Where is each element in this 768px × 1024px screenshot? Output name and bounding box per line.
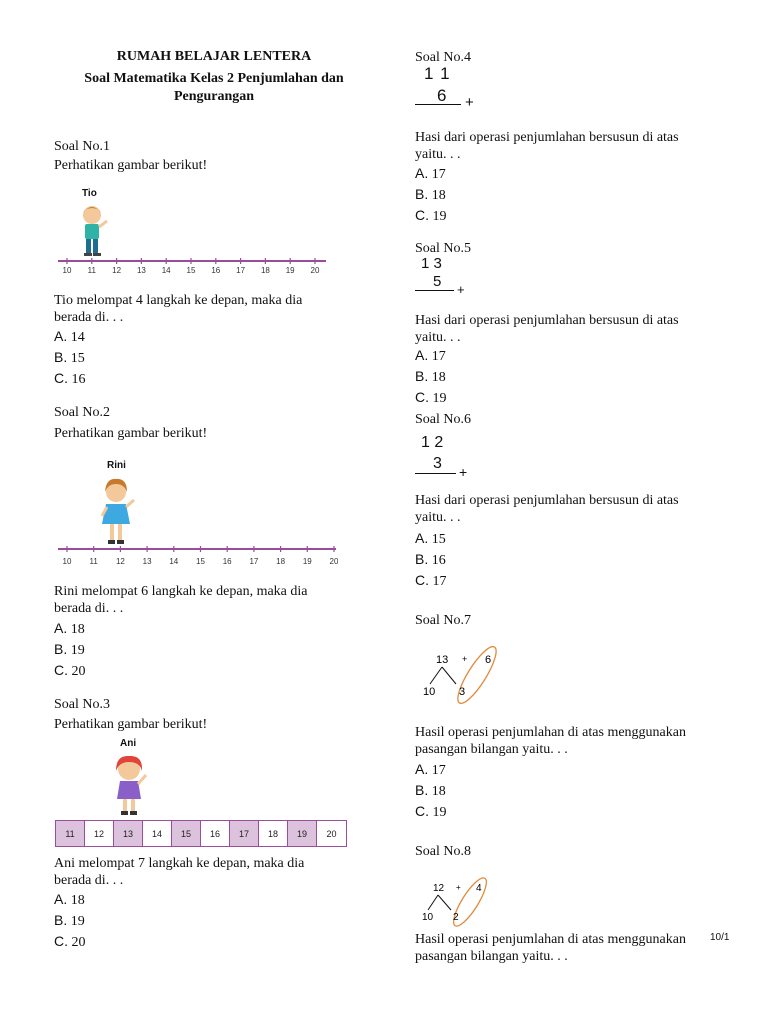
q7-part-right: 3 <box>459 686 466 698</box>
q2-label: Soal No.2 <box>54 405 110 420</box>
q2-tick-label: 20 <box>329 557 338 566</box>
option-value: 20 <box>71 664 86 679</box>
option-value: 18 <box>70 622 85 637</box>
q4-option-a[interactable] <box>415 165 447 186</box>
q3-number-cell: 15 <box>172 821 201 846</box>
q4-plus-sign: + <box>465 94 474 111</box>
option-letter: B. <box>415 782 429 798</box>
q2-text-line-1: Rini melompat 6 langkah ke depan, maka dia <box>54 584 308 599</box>
q3-option-b[interactable] <box>54 912 86 933</box>
q2-tick-label: 17 <box>249 557 259 566</box>
q2-options <box>54 620 86 683</box>
q2-tick-label: 15 <box>196 557 205 566</box>
q3-number-cell: 11 <box>56 821 85 846</box>
option-letter: A. <box>54 328 68 344</box>
q5-text-line-2: yaitu. . . <box>415 330 461 345</box>
subtitle-line-2: Pengurangan <box>173 89 255 104</box>
q6-option-c[interactable] <box>415 572 447 593</box>
q3-label: Soal No.3 <box>54 697 110 712</box>
option-letter: B. <box>54 912 68 928</box>
q5-text-line-1: Hasi dari operasi penjumlahan bersusun di atas <box>415 313 679 328</box>
q8-label: Soal No.8 <box>415 844 471 859</box>
option-letter: A. <box>415 761 429 777</box>
q1-tick-label: 15 <box>186 266 196 275</box>
q4-top-number: 1 1 <box>424 64 451 83</box>
q6-option-b[interactable] <box>415 551 447 572</box>
q4-question-text <box>415 129 679 163</box>
q6-plus-sign: + <box>459 464 468 480</box>
page-number: 10/1 <box>710 932 730 943</box>
q2-instruction: Perhatikan gambar berikut! <box>54 426 208 441</box>
q7-number-b: 6 <box>485 654 492 666</box>
q2-tick-label: 10 <box>62 557 72 566</box>
q1-tick-label: 13 <box>136 266 146 275</box>
option-letter: A. <box>415 347 429 363</box>
q7-text-line-2: pasangan bilangan yaitu. . . <box>415 742 568 757</box>
q4-label: Soal No.4 <box>415 50 471 65</box>
q7-option-b[interactable] <box>415 782 447 803</box>
option-value: 18 <box>431 370 446 385</box>
option-letter: A. <box>54 891 68 907</box>
q3-option-a[interactable] <box>54 891 86 912</box>
q7-options <box>415 761 447 824</box>
q3-character-name: Ani <box>120 738 137 749</box>
q2-option-c[interactable] <box>54 662 86 683</box>
option-letter: B. <box>415 551 429 567</box>
option-letter: A. <box>415 530 429 546</box>
q8-number-bond-diagram <box>418 874 498 930</box>
q5-top-number: 1 3 <box>421 255 442 272</box>
q6-sum-line <box>415 473 456 474</box>
q1-character-name: Tio <box>82 188 97 199</box>
q2-tick-label: 16 <box>222 557 232 566</box>
q1-tick-label: 18 <box>260 266 270 275</box>
q7-option-c[interactable] <box>415 803 447 824</box>
q2-tick-label: 11 <box>89 557 98 566</box>
q1-option-a[interactable] <box>54 328 86 349</box>
q6-bottom-number: 3 <box>433 455 442 472</box>
q8-question-text <box>415 931 686 965</box>
option-letter: C. <box>415 803 429 819</box>
document-title: RUMAH BELAJAR LENTERA <box>116 49 312 64</box>
q3-option-c[interactable] <box>54 933 86 954</box>
q7-number-a: 13 <box>436 654 449 666</box>
q2-tick-label: 12 <box>115 557 125 566</box>
q8-number-a: 12 <box>433 883 445 894</box>
option-value: 14 <box>70 330 85 345</box>
q2-question-text <box>54 583 307 617</box>
q1-boy-illustration <box>76 203 112 259</box>
q3-number-cell: 18 <box>259 821 288 846</box>
q1-option-b[interactable] <box>54 349 86 370</box>
option-value: 17 <box>432 574 447 589</box>
q3-text-line-1: Ani melompat 7 langkah ke depan, maka dia <box>54 856 305 871</box>
q5-plus-sign: + <box>457 282 465 297</box>
option-value: 18 <box>70 893 85 908</box>
option-letter: C. <box>415 389 429 405</box>
q1-options <box>54 328 86 391</box>
option-value: 19 <box>70 914 85 929</box>
option-value: 16 <box>71 372 86 387</box>
q4-options <box>415 165 447 228</box>
q6-top-number: 1 2 <box>421 434 444 451</box>
q4-text-line-1: Hasi dari operasi penjumlahan bersusun di atas <box>415 130 679 145</box>
q3-question-text <box>54 855 304 889</box>
option-letter: A. <box>54 620 68 636</box>
q2-option-a[interactable] <box>54 620 86 641</box>
q1-text-line-2: berada di. . . <box>54 310 124 325</box>
q6-text-line-2: yaitu. . . <box>415 510 461 525</box>
q7-question-text <box>415 724 686 758</box>
q3-number-cell: 19 <box>288 821 317 846</box>
option-value: 19 <box>432 805 447 820</box>
q3-options <box>54 891 86 954</box>
option-value: 19 <box>432 391 447 406</box>
option-letter: B. <box>54 641 68 657</box>
q5-options <box>415 347 447 410</box>
q7-plus: + <box>462 654 468 664</box>
option-value: 17 <box>431 349 446 364</box>
q6-options <box>415 530 447 593</box>
q1-tick-label: 10 <box>62 266 72 275</box>
option-letter: C. <box>54 370 68 386</box>
q5-option-b[interactable] <box>415 368 447 389</box>
q3-text-line-2: berada di. . . <box>54 873 124 888</box>
option-value: 19 <box>70 643 85 658</box>
option-letter: A. <box>415 165 429 181</box>
q1-tick-label: 19 <box>285 266 295 275</box>
option-value: 17 <box>431 763 446 778</box>
q2-tick-label: 13 <box>142 557 152 566</box>
q6-label: Soal No.6 <box>415 412 471 427</box>
q2-number-line <box>56 543 338 567</box>
q6-option-a[interactable] <box>415 530 447 551</box>
q3-instruction: Perhatikan gambar berikut! <box>54 717 208 732</box>
q1-option-c[interactable] <box>54 370 86 391</box>
subtitle-line-1: Soal Matematika Kelas 2 Penjumlahan dan <box>84 71 344 86</box>
q7-text-line-1: Hasil operasi penjumlahan di atas menggunakan <box>415 725 686 740</box>
q8-text-line-2: pasangan bilangan yaitu. . . <box>415 949 568 964</box>
q1-tick-label: 20 <box>310 266 320 275</box>
q2-tick-label: 19 <box>302 557 312 566</box>
q2-tick-label: 18 <box>276 557 286 566</box>
option-value: 20 <box>71 935 86 950</box>
q4-bottom-number: 6 <box>437 86 447 105</box>
q3-girl-illustration <box>110 753 150 819</box>
q8-part-left: 10 <box>422 912 434 923</box>
q2-tick-label: 14 <box>169 557 179 566</box>
q5-label: Soal No.5 <box>415 241 471 256</box>
q2-character-name: Rini <box>107 460 126 471</box>
q1-tick-label: 16 <box>211 266 221 275</box>
q5-option-c[interactable] <box>415 389 447 410</box>
q8-part-right: 2 <box>453 912 459 923</box>
q3-number-boxes <box>55 820 347 847</box>
q8-number-b: 4 <box>476 883 482 894</box>
q7-label: Soal No.7 <box>415 613 471 628</box>
q2-option-b[interactable] <box>54 641 86 662</box>
q3-number-cell: 12 <box>85 821 114 846</box>
option-letter: C. <box>54 933 68 949</box>
option-letter: C. <box>415 207 429 223</box>
q3-number-cell: 14 <box>143 821 172 846</box>
option-value: 18 <box>431 188 446 203</box>
q1-tick-label: 17 <box>236 266 246 275</box>
q5-question-text <box>415 312 679 346</box>
option-value: 16 <box>431 553 446 568</box>
q2-text-line-2: berada di. . . <box>54 601 124 616</box>
option-letter: C. <box>415 572 429 588</box>
q1-label: Soal No.1 <box>54 139 110 154</box>
q4-option-c[interactable] <box>415 207 447 228</box>
q6-text-line-1: Hasi dari operasi penjumlahan bersusun di atas <box>415 493 679 508</box>
q1-text-line-1: Tio melompat 4 langkah ke depan, maka dia <box>54 293 303 308</box>
option-letter: B. <box>415 186 429 202</box>
q1-tick-label: 11 <box>87 266 96 275</box>
q5-sum-line <box>415 290 454 291</box>
q6-question-text <box>415 492 679 526</box>
option-value: 15 <box>70 351 85 366</box>
q8-text-line-1: Hasil operasi penjumlahan di atas menggunakan <box>415 932 686 947</box>
option-value: 17 <box>431 167 446 182</box>
option-letter: B. <box>415 368 429 384</box>
q1-tick-label: 12 <box>112 266 122 275</box>
q3-number-cell: 20 <box>326 828 337 839</box>
q1-number-line <box>56 256 328 278</box>
q5-option-a[interactable] <box>415 347 447 368</box>
q3-number-cell: 17 <box>230 821 259 846</box>
q1-question-text <box>54 292 302 326</box>
option-value: 15 <box>431 532 446 547</box>
q5-bottom-number: 5 <box>433 273 442 290</box>
q7-number-bond-diagram <box>418 644 510 706</box>
q1-tick-label: 14 <box>161 266 171 275</box>
q4-option-b[interactable] <box>415 186 447 207</box>
q3-number-cell: 16 <box>201 821 230 846</box>
q4-text-line-2: yaitu. . . <box>415 147 461 162</box>
q7-part-left: 10 <box>423 686 436 698</box>
document-subtitle <box>54 70 374 106</box>
q2-girl-illustration <box>98 476 138 548</box>
option-value: 18 <box>431 784 446 799</box>
q7-option-a[interactable] <box>415 761 447 782</box>
option-letter: B. <box>54 349 68 365</box>
option-letter: C. <box>54 662 68 678</box>
q1-instruction: Perhatikan gambar berikut! <box>54 158 208 173</box>
option-value: 19 <box>432 209 447 224</box>
q4-sum-line <box>415 104 461 105</box>
q8-plus: + <box>456 883 461 892</box>
q3-number-cell: 13 <box>114 821 143 846</box>
